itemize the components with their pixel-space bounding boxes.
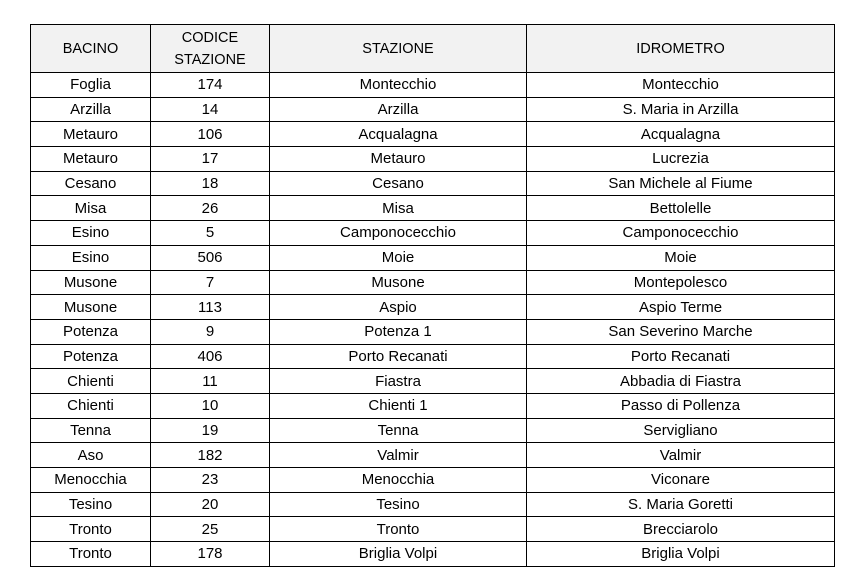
codice-stazione-cell: 11 [151,369,270,394]
table-header [31,25,835,73]
codice-stazione-cell: 178 [151,542,270,567]
bacino-cell: Musone [31,295,151,320]
stazione-cell: Tenna [270,418,527,443]
idrometro-cell: Acqualagna [527,122,835,147]
bacino-cell: Musone [31,270,151,295]
table-row [31,517,835,542]
stazione-cell: Montecchio [270,73,527,98]
table-row [31,97,835,122]
bacino-cell: Misa [31,196,151,221]
header-codice-stazione: CODICE STAZIONE [151,25,270,73]
idrometro-cell: Montepolesco [527,270,835,295]
table-row [31,221,835,246]
table-row [31,171,835,196]
stazione-cell: Cesano [270,171,527,196]
codice-stazione-cell: 23 [151,468,270,493]
codice-stazione-cell: 506 [151,245,270,270]
stazione-cell: Porto Recanati [270,344,527,369]
stazione-cell: Briglia Volpi [270,542,527,567]
idrometro-cell: Servigliano [527,418,835,443]
idrometro-cell: S. Maria Goretti [527,492,835,517]
idrometro-cell: Valmir [527,443,835,468]
codice-stazione-cell: 14 [151,97,270,122]
bacino-cell: Cesano [31,171,151,196]
table-row [31,270,835,295]
bacino-cell: Tenna [31,418,151,443]
idrometro-cell: Passo di Pollenza [527,393,835,418]
table-row [31,542,835,567]
codice-stazione-cell: 17 [151,147,270,172]
table-row [31,122,835,147]
table-row [31,196,835,221]
codice-stazione-cell: 113 [151,295,270,320]
stazione-cell: Potenza 1 [270,319,527,344]
idrometro-cell: Viconare [527,468,835,493]
codice-stazione-cell: 106 [151,122,270,147]
codice-stazione-cell: 7 [151,270,270,295]
idrometro-cell: Abbadia di Fiastra [527,369,835,394]
bacino-cell: Esino [31,245,151,270]
bacino-cell: Tronto [31,542,151,567]
table-row [31,443,835,468]
stazione-cell: Aspio [270,295,527,320]
bacino-cell: Tesino [31,492,151,517]
idrometro-cell: Bettolelle [527,196,835,221]
codice-stazione-cell: 10 [151,393,270,418]
idrometro-cell: Porto Recanati [527,344,835,369]
header-idrometro: IDROMETRO [527,25,835,73]
bacino-cell: Metauro [31,122,151,147]
bacino-cell: Tronto [31,517,151,542]
stazione-cell: Chienti 1 [270,393,527,418]
stazione-cell: Arzilla [270,97,527,122]
idrometro-cell: San Severino Marche [527,319,835,344]
stazione-cell: Tesino [270,492,527,517]
header-row [31,25,835,73]
table-row [31,468,835,493]
table-row [31,369,835,394]
codice-stazione-cell: 5 [151,221,270,246]
bacino-cell: Foglia [31,73,151,98]
codice-stazione-cell: 26 [151,196,270,221]
idrometro-cell: Montecchio [527,73,835,98]
codice-stazione-cell: 19 [151,418,270,443]
idrometro-cell: San Michele al Fiume [527,171,835,196]
idrometro-cell: Lucrezia [527,147,835,172]
codice-stazione-cell: 174 [151,73,270,98]
idrometro-cell: Aspio Terme [527,295,835,320]
idrometro-cell: Brecciarolo [527,517,835,542]
stazione-cell: Moie [270,245,527,270]
table-row [31,393,835,418]
codice-stazione-cell: 20 [151,492,270,517]
table-row [31,295,835,320]
table-row [31,319,835,344]
bacino-cell: Metauro [31,147,151,172]
bacino-cell: Chienti [31,393,151,418]
header-bacino: BACINO [31,25,151,73]
bacino-cell: Potenza [31,344,151,369]
table-row [31,245,835,270]
idrometro-cell: Camponocecchio [527,221,835,246]
table-row [31,492,835,517]
stazione-cell: Valmir [270,443,527,468]
table-row [31,418,835,443]
stazione-cell: Misa [270,196,527,221]
stazione-cell: Camponocecchio [270,221,527,246]
codice-stazione-cell: 406 [151,344,270,369]
table-row [31,344,835,369]
stazione-cell: Menocchia [270,468,527,493]
bacino-cell: Menocchia [31,468,151,493]
header-stazione: STAZIONE [270,25,527,73]
stazione-cell: Metauro [270,147,527,172]
stazione-cell: Tronto [270,517,527,542]
bacino-cell: Esino [31,221,151,246]
idrometro-cell: Moie [527,245,835,270]
codice-stazione-cell: 18 [151,171,270,196]
idrometro-cell: Briglia Volpi [527,542,835,567]
bacino-cell: Potenza [31,319,151,344]
table-row [31,73,835,98]
bacino-cell: Chienti [31,369,151,394]
codice-stazione-cell: 182 [151,443,270,468]
stations-table [30,24,835,567]
codice-stazione-cell: 9 [151,319,270,344]
stazione-cell: Acqualagna [270,122,527,147]
stazione-cell: Musone [270,270,527,295]
codice-stazione-cell: 25 [151,517,270,542]
stazione-cell: Fiastra [270,369,527,394]
idrometro-cell: S. Maria in Arzilla [527,97,835,122]
bacino-cell: Aso [31,443,151,468]
table-body [31,73,835,567]
bacino-cell: Arzilla [31,97,151,122]
table-row [31,147,835,172]
